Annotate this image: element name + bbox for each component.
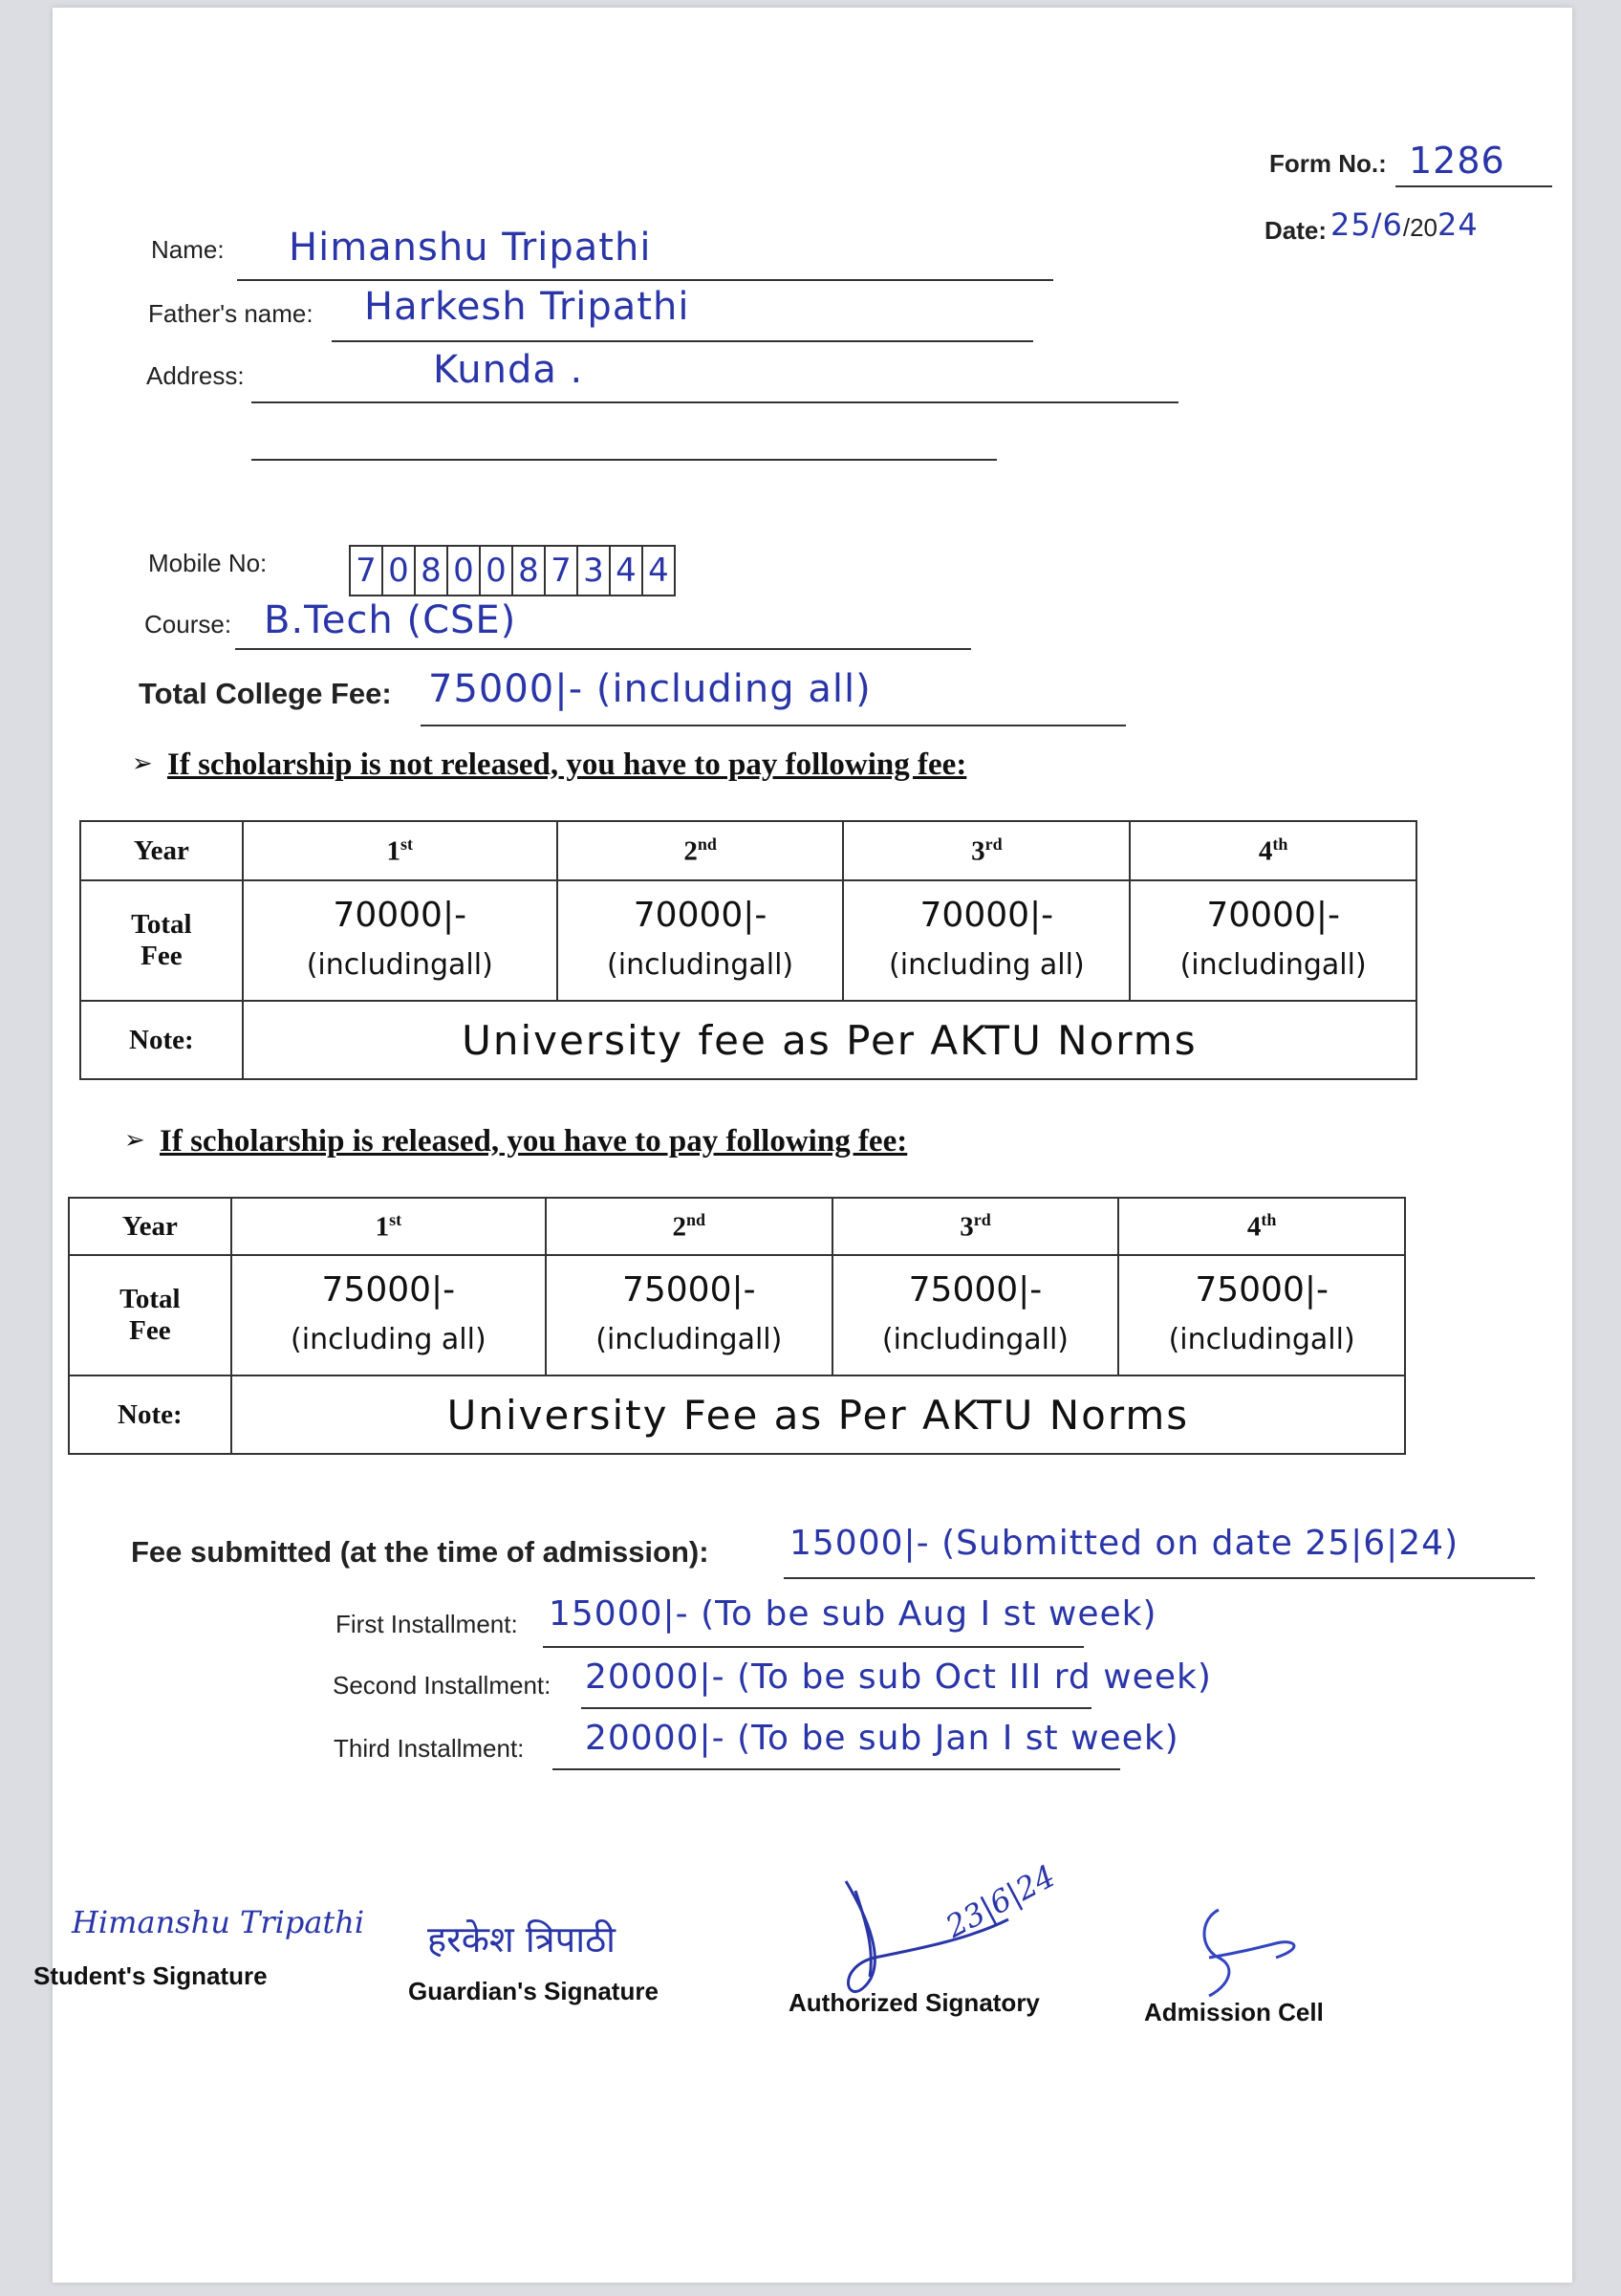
section1-heading: If scholarship is not released, you have to pay following fee: bbox=[167, 747, 967, 782]
note-label: Note: bbox=[80, 1001, 243, 1079]
note-label: Note: bbox=[69, 1375, 231, 1454]
section2-heading: If scholarship is released, you have to pay following fee: bbox=[160, 1124, 908, 1159]
date-year-prefix: /20 bbox=[1402, 213, 1438, 242]
installment-2-label: Second Installment: bbox=[333, 1671, 551, 1700]
year-header-1: 1st bbox=[243, 821, 557, 880]
mobile-digit: 8 bbox=[416, 547, 448, 595]
mobile-digit: 7 bbox=[351, 547, 383, 595]
year-label: Year bbox=[80, 821, 243, 880]
admission-cell-label: Admission Cell bbox=[1144, 1998, 1324, 2026]
mobile-digit: 0 bbox=[448, 547, 481, 595]
total-fee-value: 75000|- (including all) bbox=[421, 667, 1126, 726]
form-no-value: 1286 bbox=[1395, 140, 1552, 187]
mobile-digit: 3 bbox=[578, 547, 611, 595]
fee-cell: 75000|- (including all) bbox=[231, 1255, 546, 1375]
fee-table-no-scholarship bbox=[79, 820, 1417, 1080]
bullet-arrow-icon: ➢ bbox=[124, 1126, 145, 1155]
total-fee-row-label: Total Fee bbox=[80, 880, 243, 1001]
address-value: Kunda . bbox=[251, 348, 1178, 403]
year-header-2: 2nd bbox=[557, 821, 844, 880]
fee-submitted-value: 15000|- (Submitted on date 25|6|24) bbox=[784, 1524, 1535, 1579]
fee-cell: 75000|- (includingall) bbox=[832, 1255, 1119, 1375]
note-value: University Fee as Per AKTU Norms bbox=[231, 1375, 1405, 1454]
fee-cell: 75000|- (includingall) bbox=[1118, 1255, 1405, 1375]
installment-3-label: Third Installment: bbox=[334, 1734, 525, 1763]
guardian-signature: हरकेश त्रिपाठी bbox=[427, 1918, 616, 1960]
form-no-label: Form No.: bbox=[1269, 149, 1387, 178]
student-signature: Himanshu Tripathi bbox=[72, 1904, 365, 1940]
father-value: Harkesh Tripathi bbox=[332, 285, 1033, 342]
course-label: Course: bbox=[144, 610, 232, 639]
year-header-4: 4th bbox=[1130, 821, 1416, 880]
father-label: Father's name: bbox=[148, 299, 313, 328]
installment-3-value: 20000|- (To be sub Jan I st week) bbox=[552, 1719, 1120, 1770]
mobile-digit: 0 bbox=[383, 547, 416, 595]
fee-cell: 70000|- (includingall) bbox=[243, 880, 557, 1001]
fee-cell: 70000|- (includingall) bbox=[557, 880, 844, 1001]
fee-cell: 70000|- (including all) bbox=[843, 880, 1130, 1001]
mobile-digit-boxes bbox=[349, 545, 676, 596]
year-header-4: 4th bbox=[1118, 1198, 1405, 1255]
mobile-digit: 0 bbox=[481, 547, 513, 595]
fee-cell: 70000|- (includingall) bbox=[1130, 880, 1416, 1001]
year-label: Year bbox=[69, 1198, 231, 1255]
fee-submitted-label: Fee submitted (at the time of admission): bbox=[131, 1535, 709, 1569]
installment-1-value: 15000|- (To be sub Aug I st week) bbox=[543, 1594, 1084, 1648]
admission-cell-signature-icon bbox=[1161, 1900, 1324, 2005]
mobile-label: Mobile No: bbox=[148, 549, 268, 577]
guardian-signature-label: Guardian's Signature bbox=[408, 1977, 659, 2005]
year-header-3: 3rd bbox=[843, 821, 1130, 880]
fee-table-scholarship bbox=[68, 1197, 1406, 1455]
name-value: Himanshu Tripathi bbox=[237, 226, 1053, 281]
bullet-arrow-icon: ➢ bbox=[132, 749, 153, 778]
installment-1-label: First Installment: bbox=[335, 1610, 518, 1638]
name-label: Name: bbox=[151, 235, 225, 264]
total-fee-label: Total College Fee: bbox=[139, 677, 392, 710]
address-line-2 bbox=[251, 457, 997, 461]
student-signature-label: Student's Signature bbox=[33, 1961, 268, 1990]
date-year-suffix: 24 bbox=[1437, 206, 1479, 243]
year-header-2: 2nd bbox=[546, 1198, 832, 1255]
fee-cell: 75000|- (includingall) bbox=[546, 1255, 832, 1375]
address-label: Address: bbox=[146, 361, 245, 390]
course-value: B.Tech (CSE) bbox=[235, 598, 971, 650]
year-header-1: 1st bbox=[231, 1198, 546, 1255]
date-field: 25 / 6 /20 24 bbox=[1330, 206, 1479, 243]
mobile-digit: 4 bbox=[611, 547, 643, 595]
total-fee-row-label: Total Fee bbox=[69, 1255, 231, 1375]
installment-2-value: 20000|- (To be sub Oct III rd week) bbox=[581, 1657, 1091, 1709]
mobile-digit: 8 bbox=[513, 547, 546, 595]
authorized-signature-date: 23|6|24 bbox=[940, 1857, 1062, 1945]
form-sheet bbox=[33, 8, 1572, 2283]
date-month: 6 bbox=[1382, 206, 1403, 243]
date-day: 25 bbox=[1330, 206, 1372, 243]
authorized-signatory-label: Authorized Signatory bbox=[789, 1988, 1040, 2017]
year-header-3: 3rd bbox=[832, 1198, 1119, 1255]
date-label: Date: bbox=[1264, 216, 1328, 245]
mobile-digit: 7 bbox=[546, 547, 578, 595]
note-value: University fee as Per AKTU Norms bbox=[243, 1001, 1416, 1079]
mobile-digit: 4 bbox=[648, 552, 669, 590]
